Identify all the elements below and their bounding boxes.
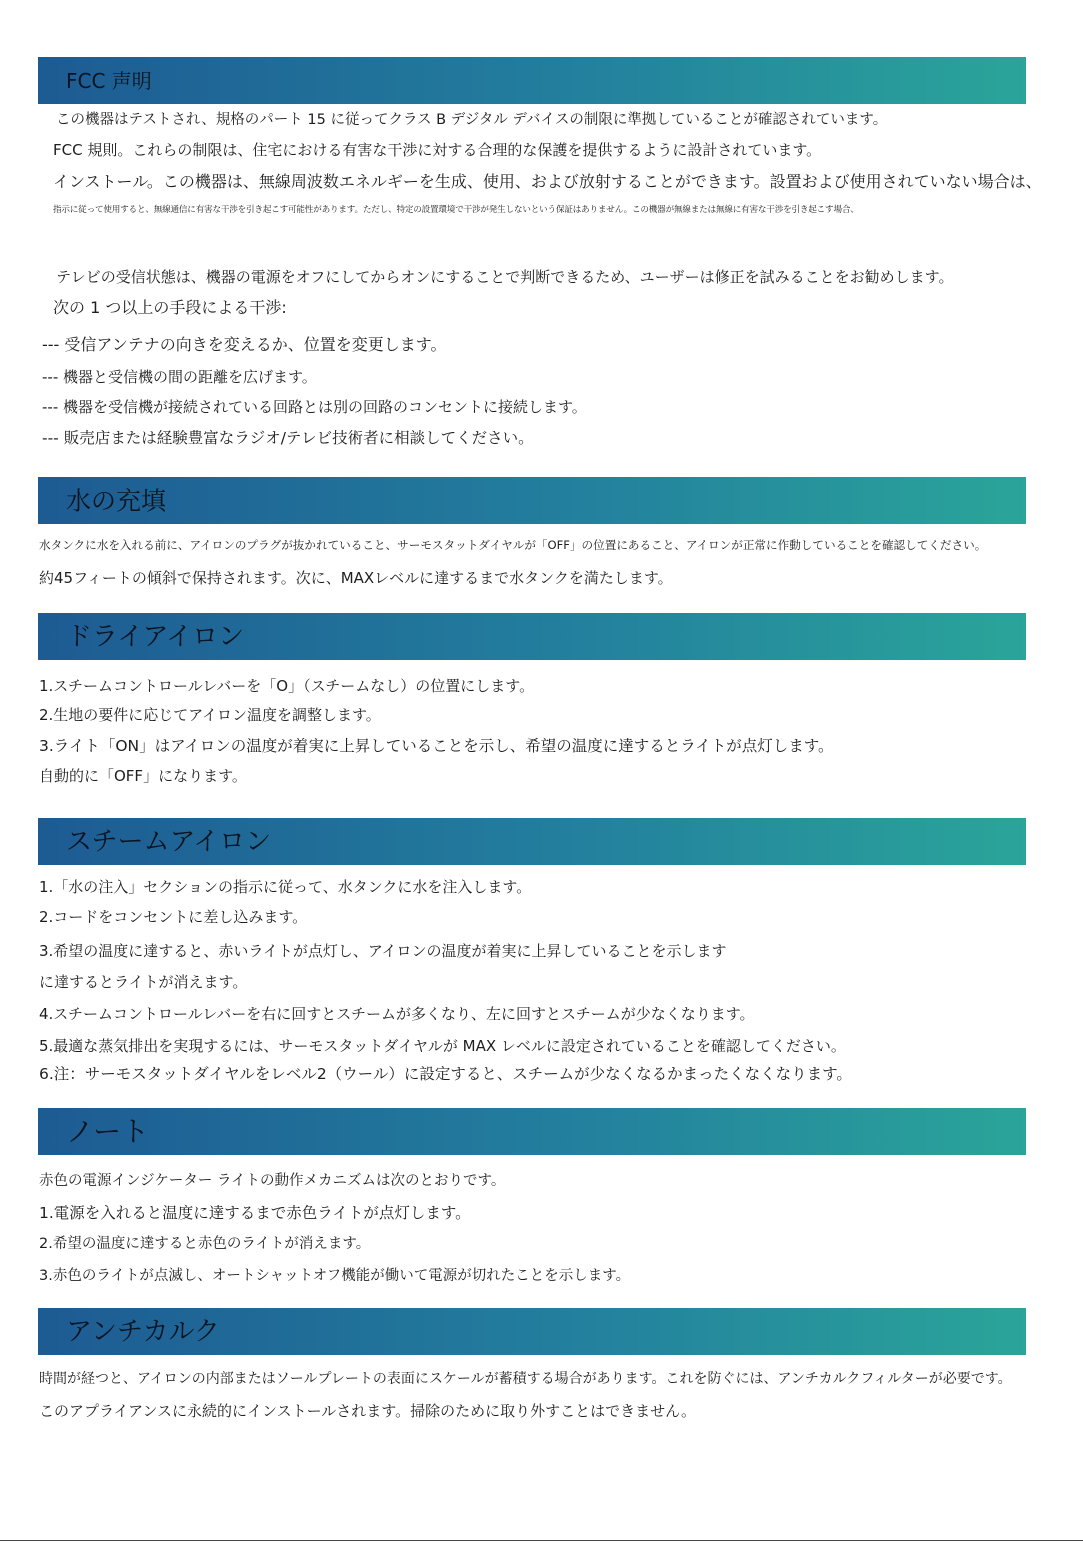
- fcc-line-3: インストール。この機器は、無線周波数エネルギーを生成、使用、および放射することができます。設置および使用されていない場合は、: [53, 172, 1042, 191]
- dry-line-1: 1.スチームコントロールレバーを「O」（スチームなし）の位置にします。: [39, 677, 535, 695]
- note-line-3: 2.希望の温度に達すると赤色のライトが消えます。: [39, 1236, 371, 1252]
- fcc-line-10: --- 販売店または経験豊富なラジオ/テレビ技術者に相談してください。: [42, 429, 534, 447]
- steam-line-3: 3.希望の温度に達すると、赤いライトが点灯し、アイロンの温度が着実に上昇していることを示します: [39, 942, 727, 960]
- fcc-line-6: 次の 1 つ以上の手段による干渉:: [53, 298, 287, 317]
- anticalc-line-2: このアプライアンスに永続的にインストールされます。掃除のために取り外すことはできません。: [39, 1402, 697, 1420]
- fcc-heading-band: [38, 57, 1026, 104]
- note-line-1: 赤色の電源インジケーター ライトの動作メカニズムは次のとおりです。: [39, 1173, 506, 1189]
- dry-heading: ドライアイロン: [66, 621, 245, 652]
- steam-heading-band: [38, 818, 1026, 865]
- water-heading-band: [38, 477, 1026, 524]
- anticalc-heading: アンチカルク: [66, 1316, 220, 1347]
- steam-line-6: 5.最適な蒸気排出を実現するには、サーモスタットダイヤルが MAX レベルに設定されていることを確認してください。: [39, 1037, 846, 1055]
- dry-line-3: 3.ライト「ON」はアイロンの温度が着実に上昇していることを示し、希望の温度に達するとライトが点灯します。: [39, 737, 834, 755]
- dry-line-4: 自動的に「OFF」になります。: [39, 767, 247, 785]
- fcc-line-4: 指示に従って使用すると、無線通信に有害な干渉を引き起こす可能性があります。ただし、特定の設置環境で干渉が発生しないという保証はありません。この機器が無線または無線に有害な干渉を引き起こす場合、: [53, 205, 859, 215]
- steam-line-2: 2.コードをコンセントに差し込みます。: [39, 908, 308, 926]
- note-line-4: 3.赤色のライトが点滅し、オートシャットオフ機能が働いて電源が切れたことを示します。: [39, 1268, 631, 1284]
- water-heading: 水の充填: [66, 486, 167, 515]
- fcc-line-7: --- 受信アンテナの向きを変えるか、位置を変更します。: [42, 335, 447, 354]
- fcc-line-9: --- 機器を受信機が接続されている回路とは別の回路のコンセントに接続します。: [42, 398, 587, 416]
- bottom-rule: [0, 1540, 1083, 1541]
- anticalc-heading-band: [38, 1308, 1026, 1355]
- fcc-line-1: この機器はテストされ、規格のパート 15 に従ってクラス B デジタル デバイスの制限に準拠していることが確認されています。: [56, 112, 888, 128]
- water-line-1: 水タンクに水を入れる前に、アイロンのプラグが抜かれていること、サーモスタットダイヤルが「OFF」の位置にあること、アイロンが正常に作動していることを確認してください。: [39, 538, 987, 552]
- fcc-line-5: テレビの受信状態は、機器の電源をオフにしてからオンにすることで判断できるため、ユーザーは修正を試みることをお勧めします。: [56, 268, 954, 286]
- steam-line-1: 1.「水の注入」セクションの指示に従って、水タンクに水を注入します。: [39, 878, 532, 896]
- fcc-line-8: --- 機器と受信機の間の距離を広げます。: [42, 368, 317, 386]
- note-heading: ノート: [66, 1114, 150, 1148]
- note-heading-band: [38, 1108, 1026, 1155]
- steam-line-7: 6.注：サーモスタットダイヤルをレベル2（ウール）に設定すると、スチームが少なくなるかまったくなくなります。: [39, 1065, 852, 1083]
- steam-line-5: 4.スチームコントロールレバーを右に回すとスチームが多くなり、左に回すとスチームが少なくなります。: [39, 1005, 755, 1023]
- fcc-heading: FCC 声明: [66, 68, 152, 93]
- water-line-2: 約45フィートの傾斜で保持されます。次に、MAXレベルに達するまで水タンクを満たします。: [39, 569, 673, 587]
- fcc-line-2: FCC 規則。これらの制限は、住宅における有害な干渉に対する合理的な保護を提供するように設計されています。: [53, 141, 822, 159]
- dry-heading-band: [38, 613, 1026, 660]
- steam-heading: スチームアイロン: [66, 826, 272, 857]
- note-line-2: 1.電源を入れると温度に達するまで赤色ライトが点灯します。: [39, 1204, 471, 1222]
- anticalc-line-1: 時間が経つと、アイロンの内部またはソールプレートの表面にスケールが蓄積する場合があります。これを防ぐには、アンチカルクフィルターが必要です。: [39, 1371, 1012, 1387]
- steam-line-4: に達するとライトが消えます。: [39, 973, 248, 991]
- dry-line-2: 2.生地の要件に応じてアイロン温度を調整します。: [39, 706, 381, 724]
